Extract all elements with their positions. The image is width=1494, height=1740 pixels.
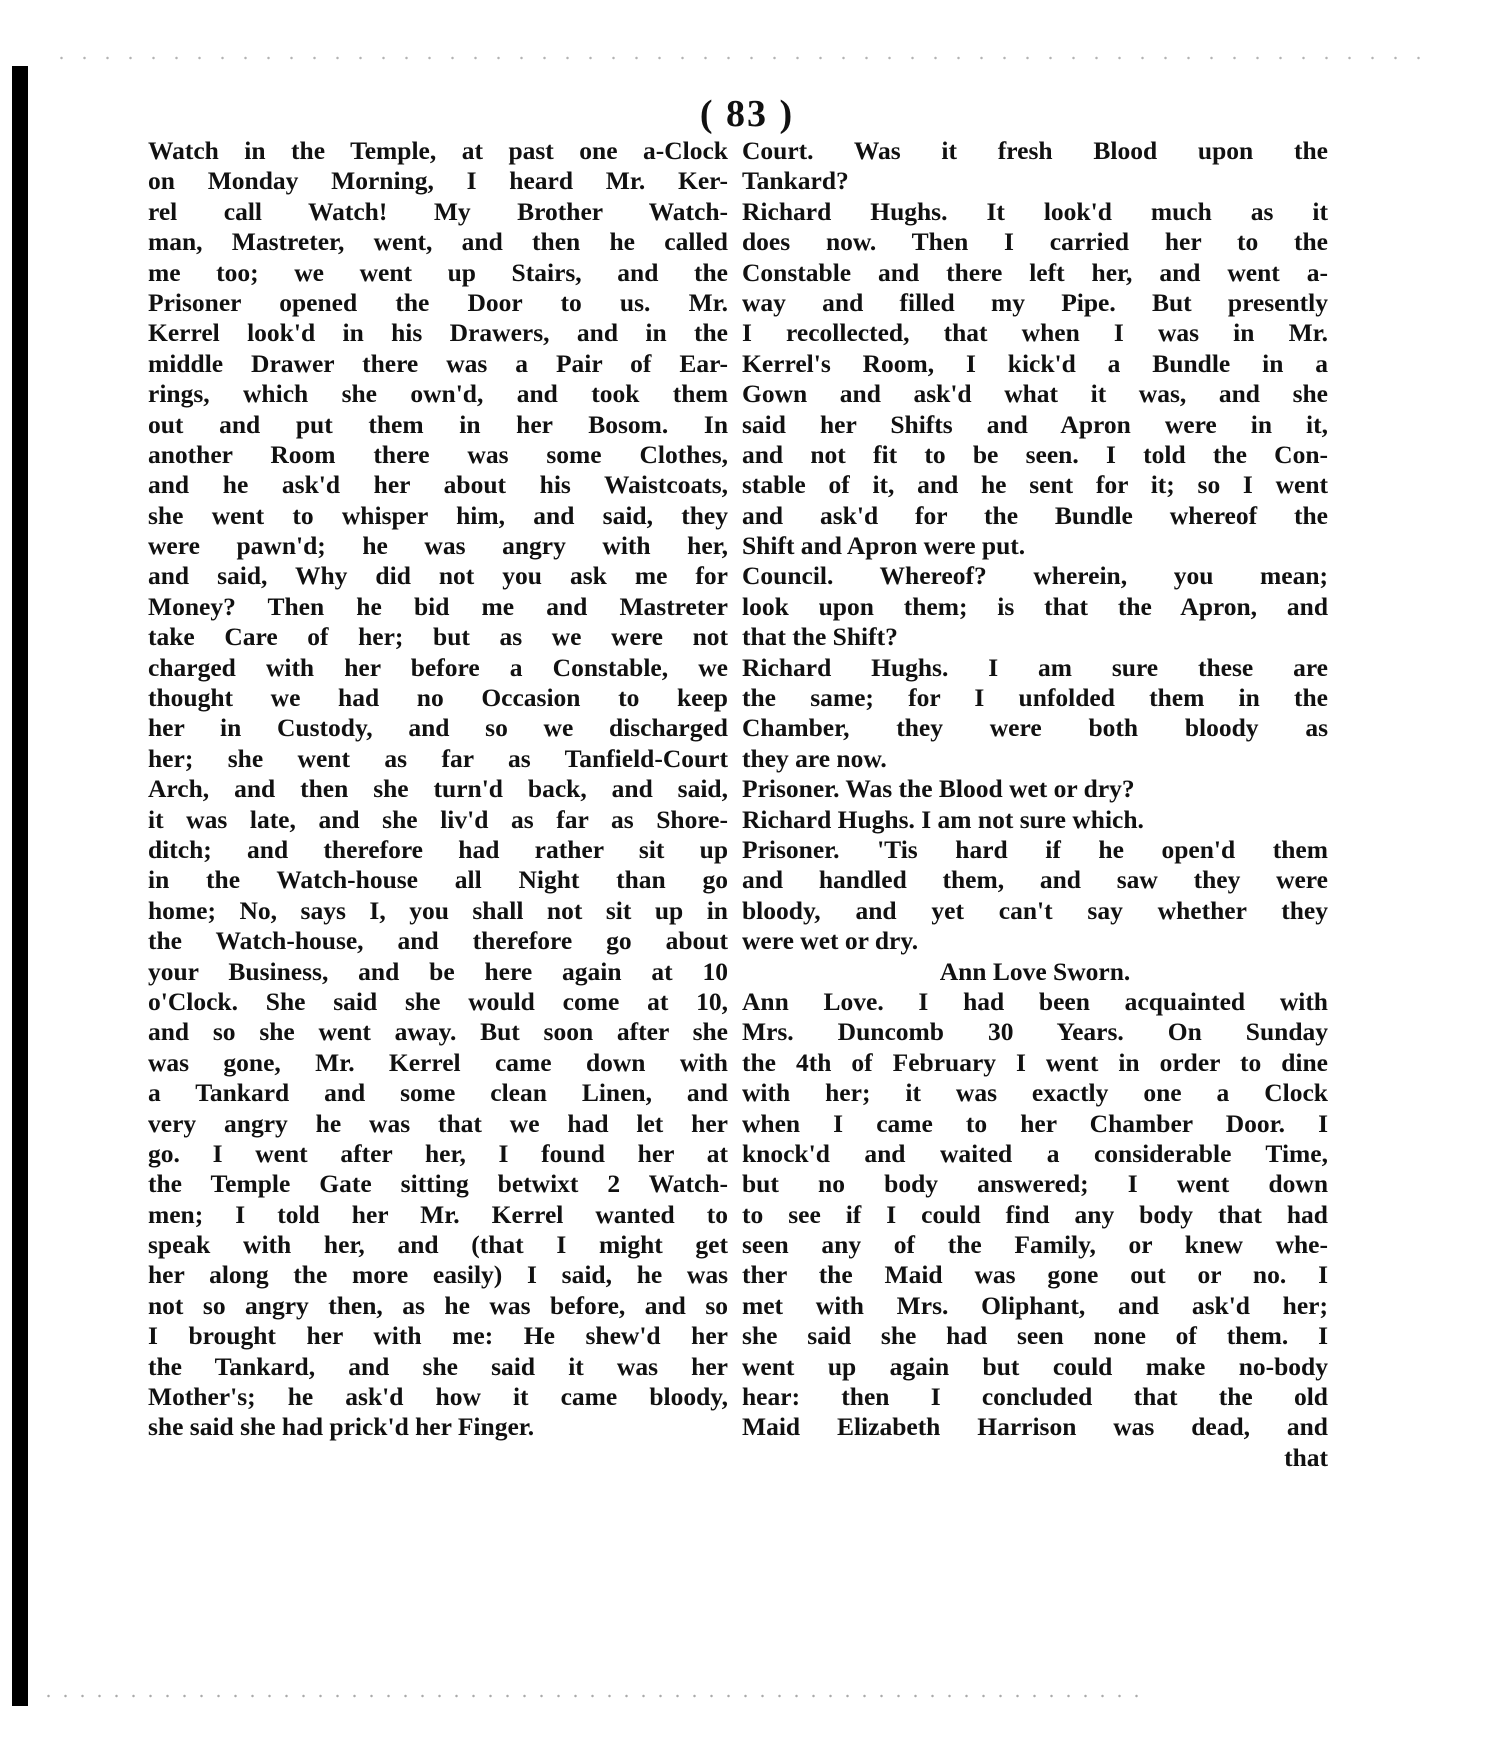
text-line: Richard Hughs. I am not sure which. [742,804,1144,834]
text-line: Chamber, they were both bloody as [742,713,1328,743]
text-line: a Tankard and some clean Linen, and [148,1078,728,1108]
text-line: met with Mrs. Oliphant, and ask'd her; [742,1290,1328,1320]
text-line: Mrs. Duncomb 30 Years. On Sunday [742,1017,1328,1047]
left-column [148,136,728,1443]
text-line: Tankard? [742,166,849,196]
text-line: man, Mastreter, went, and then he called [148,227,728,257]
text-line: were wet or dry. [742,926,919,956]
text-line: the Watch-house, and therefore go about [148,926,728,956]
right-column [742,136,1328,1473]
text-line: way and filled my Pipe. But presently [742,287,1328,317]
text-line: very angry he was that we had let her [148,1108,728,1138]
text-line: Kerrel look'd in his Drawers, and in the [148,318,728,348]
text-line: knock'd and waited a considerable Time, [742,1138,1328,1168]
text-line: she said she had prick'd her Finger. [148,1412,535,1442]
text-line: out and put them in her Bosom. In [148,409,728,439]
text-line: Kerrel's Room, I kick'd a Bundle in a [742,348,1328,378]
page-number: ( 83 ) [699,93,795,135]
text-line: to see if I could find any body that had [742,1199,1328,1229]
text-line: I recollected, that when I was in Mr. [742,318,1328,348]
text-line: stable of it, and he sent for it; so I went [742,470,1328,500]
text-line: Prisoner opened the Door to us. Mr. [148,287,728,317]
text-line: said her Shifts and Apron were in it, [742,409,1328,439]
text-line: on Monday Morning, I heard Mr. Ker- [148,166,728,196]
text-line: the Temple Gate sitting betwixt 2 Watch- [148,1169,728,1199]
text-line: and not fit to be seen. I told the Con- [742,439,1328,469]
text-line: her; she went as far as Tanfield-Court [148,743,728,773]
text-line: rel call Watch! My Brother Watch- [148,196,728,226]
text-line: when I came to her Chamber Door. I [742,1108,1328,1138]
text-line: Ann Love. I had been acquainted with [742,986,1328,1016]
text-line: were pawn'd; he was angry with her, [148,531,728,561]
text-line: her along the more easily) I said, he was [148,1260,728,1290]
catchword: that [1284,1442,1328,1472]
text-line: not so angry then, as he was before, and so [148,1290,728,1320]
text-line: the same; for I unfolded them in the [742,683,1328,713]
text-line: she went to whisper him, and said, they [148,500,728,530]
section-heading: Ann Love Sworn. [939,956,1131,986]
text-line: with her; it was exactly one a Clock [742,1078,1328,1108]
text-line: Prisoner. Was the Blood wet or dry? [742,774,1135,804]
text-line: was gone, Mr. Kerrel came down with [148,1047,728,1077]
text-line: men; I told her Mr. Kerrel wanted to [148,1199,728,1229]
text-line: Constable and there left her, and went a- [742,257,1328,287]
text-line: and so she went away. But soon after she [148,1017,728,1047]
text-line: seen any of the Family, or knew whe- [742,1230,1328,1260]
text-line: speak with her, and (that I might get [148,1230,728,1260]
text-line: Maid Elizabeth Harrison was dead, and [742,1412,1328,1442]
text-line: Court. Was it fresh Blood upon the [742,136,1328,165]
text-line: Gown and ask'd what it was, and she [742,379,1328,409]
text-line: and ask'd for the Bundle whereof the [742,500,1328,530]
text-line: charged with her before a Constable, we [148,652,728,682]
text-line: her in Custody, and so we discharged [148,713,728,743]
text-line: she said she had seen none of them. I [742,1321,1328,1351]
text-line: they are now. [742,743,887,773]
scan-noise-bottom [40,1692,1150,1700]
text-line: middle Drawer there was a Pair of Ear- [148,348,728,378]
text-line: home; No, says I, you shall not sit up in [148,895,728,925]
text-line: and handled them, and saw they were [742,865,1328,895]
text-line: ditch; and therefore had rather sit up [148,834,728,864]
text-line: that the Shift? [742,622,898,652]
text-line: o'Clock. She said she would come at 10, [148,986,728,1016]
text-line: bloody, and yet can't say whether they [742,895,1328,925]
text-line: another Room there was some Clothes, [148,439,728,469]
text-line: look upon them; is that the Apron, and [742,591,1328,621]
scan-noise-top [50,54,1430,62]
text-line: Richard Hughs. I am sure these are [742,652,1328,682]
text-line: went up again but could make no-body [742,1351,1328,1381]
text-line: and said, Why did not you ask me for [148,561,728,591]
text-line: Money? Then he bid me and Mastreter [148,591,728,621]
text-line: ther the Maid was gone out or no. I [742,1260,1328,1290]
text-line: Prisoner. 'Tis hard if he open'd them [742,834,1328,864]
text-line: does now. Then I carried her to the [742,227,1328,257]
text-line: it was late, and she liv'd as far as Shore- [148,804,728,834]
text-line: Arch, and then she turn'd back, and said, [148,774,728,804]
page-binding-edge [12,66,28,1706]
text-line: take Care of her; but as we were not [148,622,728,652]
text-line: and he ask'd her about his Waistcoats, [148,470,728,500]
text-line: hear: then I concluded that the old [742,1382,1328,1412]
text-line: the 4th of February I went in order to dine [742,1047,1328,1077]
text-line: Shift and Apron were put. [742,531,1026,561]
text-line: in the Watch-house all Night than go [148,865,728,895]
text-line: Council. Whereof? wherein, you mean; [742,561,1328,591]
text-line: go. I went after her, I found her at [148,1138,728,1168]
text-line: but no body answered; I went down [742,1169,1328,1199]
text-line: the Tankard, and she said it was her [148,1351,728,1381]
text-line: I brought her with me: He shew'd her [148,1321,728,1351]
text-line: rings, which she own'd, and took them [148,379,728,409]
text-line: your Business, and be here again at 10 [148,956,728,986]
text-line: thought we had no Occasion to keep [148,683,728,713]
text-line: Watch in the Temple, at past one a-Clock [148,136,728,165]
text-line: Richard Hughs. It look'd much as it [742,196,1328,226]
text-line: me too; we went up Stairs, and the [148,257,728,287]
text-line: Mother's; he ask'd how it came bloody, [148,1382,728,1412]
